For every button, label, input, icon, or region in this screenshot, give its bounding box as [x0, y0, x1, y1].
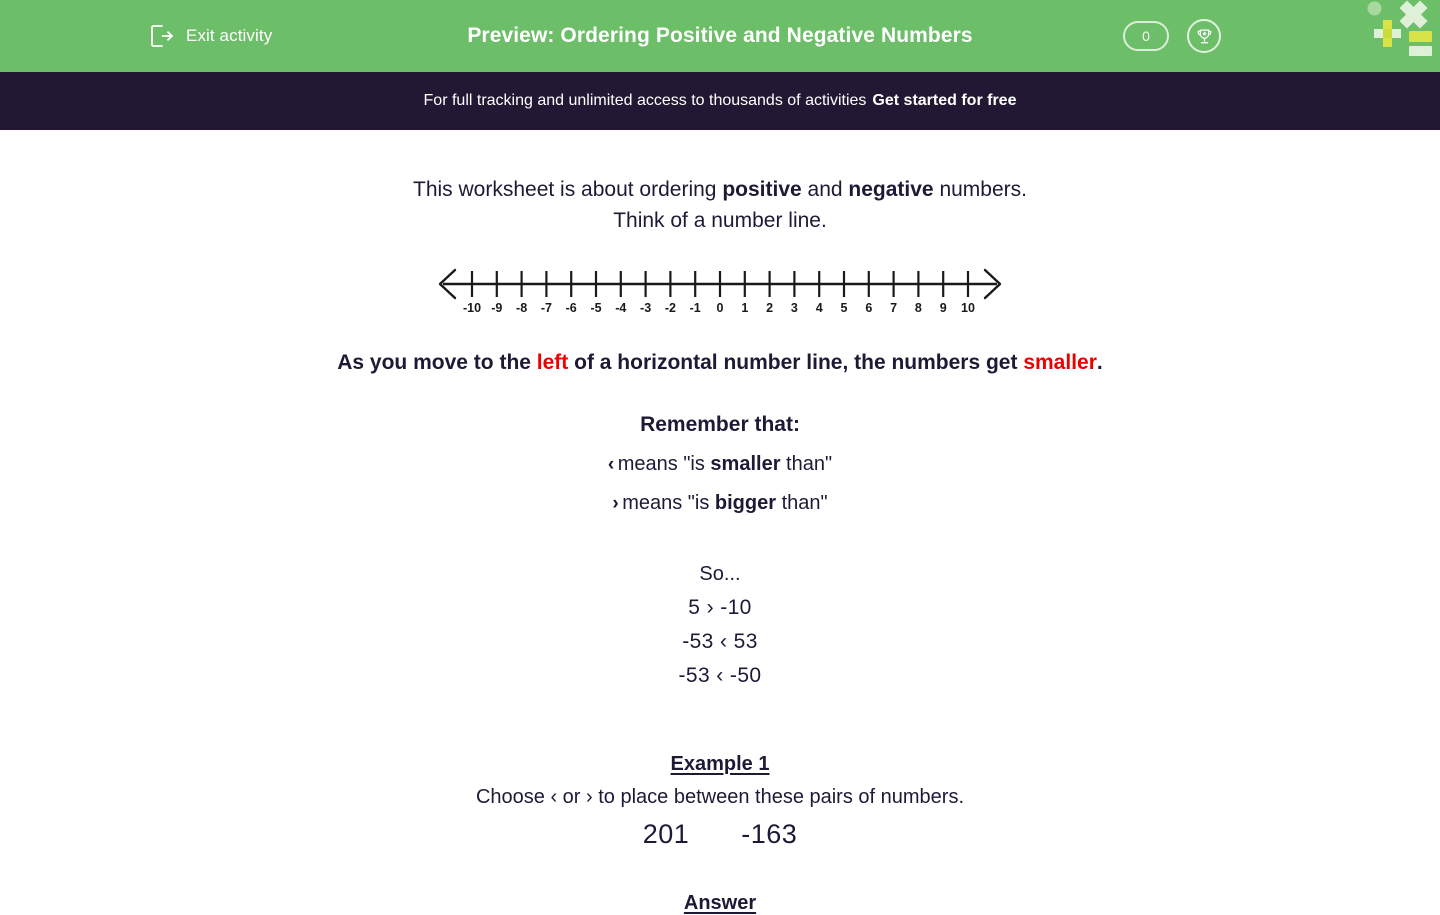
number-line-label: 3 — [790, 301, 798, 315]
intro-suffix: numbers. — [933, 178, 1027, 201]
meaning-more-bold: bigger — [714, 492, 777, 514]
number-line-label: -7 — [540, 301, 552, 315]
number-line-label: 0 — [716, 301, 724, 315]
number-line-label: 8 — [914, 301, 922, 315]
number-line-graphic — [425, 258, 1015, 318]
greater-than-symbol: › — [612, 493, 619, 514]
so-block — [0, 563, 1440, 688]
worksheet-content — [0, 130, 1440, 915]
less-than-symbol: ‹ — [607, 454, 614, 475]
example-number-pair — [0, 819, 1440, 850]
number-line-label: -3 — [640, 301, 652, 315]
example-heading: Example 1 — [670, 753, 770, 775]
intro-line-two: Think of a number line. — [613, 209, 827, 232]
example-instruction: Choose ‹ or › to place between these pairs of numbers. — [475, 786, 965, 808]
meaning-more-suffix: than" — [776, 492, 828, 514]
example-number-right: -163 — [741, 819, 798, 849]
so-example-2: -53 ‹ 53 — [682, 630, 758, 653]
number-line-figure — [0, 258, 1440, 318]
number-line-label: 4 — [815, 301, 823, 315]
number-line-label: 9 — [939, 301, 947, 315]
rule-highlight-smaller: smaller — [1023, 351, 1097, 374]
so-heading: So... — [699, 563, 741, 585]
number-line-label: 6 — [865, 301, 873, 315]
promo-text: For full tracking and unlimited access to thousands of activities — [423, 92, 867, 109]
header-actions — [1123, 0, 1440, 72]
rule-prefix: As you move to the — [337, 351, 537, 374]
exit-arrow-icon — [149, 23, 175, 49]
meaning-less-suffix: than" — [780, 453, 833, 475]
number-line-label: -8 — [516, 301, 528, 315]
number-line-label: 7 — [890, 301, 898, 315]
answer-heading: Answer — [683, 892, 757, 914]
exit-activity-button[interactable] — [149, 23, 272, 49]
number-line-label: 5 — [840, 301, 848, 315]
meaning-less-prefix: means "is — [617, 453, 711, 475]
app-header — [0, 0, 1440, 72]
score-badge[interactable] — [1123, 21, 1169, 51]
trophy-button[interactable] — [1187, 19, 1221, 53]
intro-prefix: This worksheet is about ordering — [413, 178, 723, 201]
score-value: 0 — [1142, 28, 1150, 44]
rule-mid: of a horizontal number line, the numbers get — [568, 351, 1024, 374]
so-example-3: -53 ‹ -50 — [678, 664, 762, 687]
meaning-more-prefix: means "is — [622, 492, 715, 514]
promo-banner — [0, 72, 1440, 130]
number-line-label: 2 — [766, 301, 774, 315]
exit-activity-label: Exit activity — [186, 26, 273, 45]
number-line-label: -4 — [615, 301, 627, 315]
intro-bold-negative: negative — [848, 178, 934, 201]
rule-highlight-left: left — [536, 351, 569, 374]
number-line-label: 1 — [741, 301, 749, 315]
rule-suffix: . — [1096, 351, 1103, 374]
number-line-label: 10 — [961, 301, 975, 315]
get-started-link[interactable]: Get started for free — [872, 92, 1017, 109]
example-number-left: 201 — [642, 819, 690, 849]
so-example-1: 5 › -10 — [688, 596, 752, 619]
intro-mid: and — [801, 178, 849, 201]
page-title: Preview: Ordering Positive and Negative Numbers — [467, 24, 973, 47]
remember-heading: Remember that: — [640, 413, 800, 436]
number-line-label: -9 — [491, 301, 503, 315]
example-block — [0, 753, 1440, 915]
number-line-label: -5 — [590, 301, 602, 315]
rule-sentence — [0, 351, 1440, 375]
intro-bold-positive: positive — [722, 178, 802, 201]
meaning-less-bold: smaller — [710, 453, 781, 475]
number-line-label: -6 — [565, 301, 577, 315]
number-line-label: -1 — [689, 301, 701, 315]
meaning-greater-than — [0, 492, 1440, 515]
number-line-label: -2 — [664, 301, 676, 315]
trophy-icon — [1195, 27, 1214, 46]
number-line-label: -10 — [462, 301, 482, 315]
meaning-less-than — [0, 453, 1440, 476]
intro-paragraph — [0, 174, 1440, 236]
